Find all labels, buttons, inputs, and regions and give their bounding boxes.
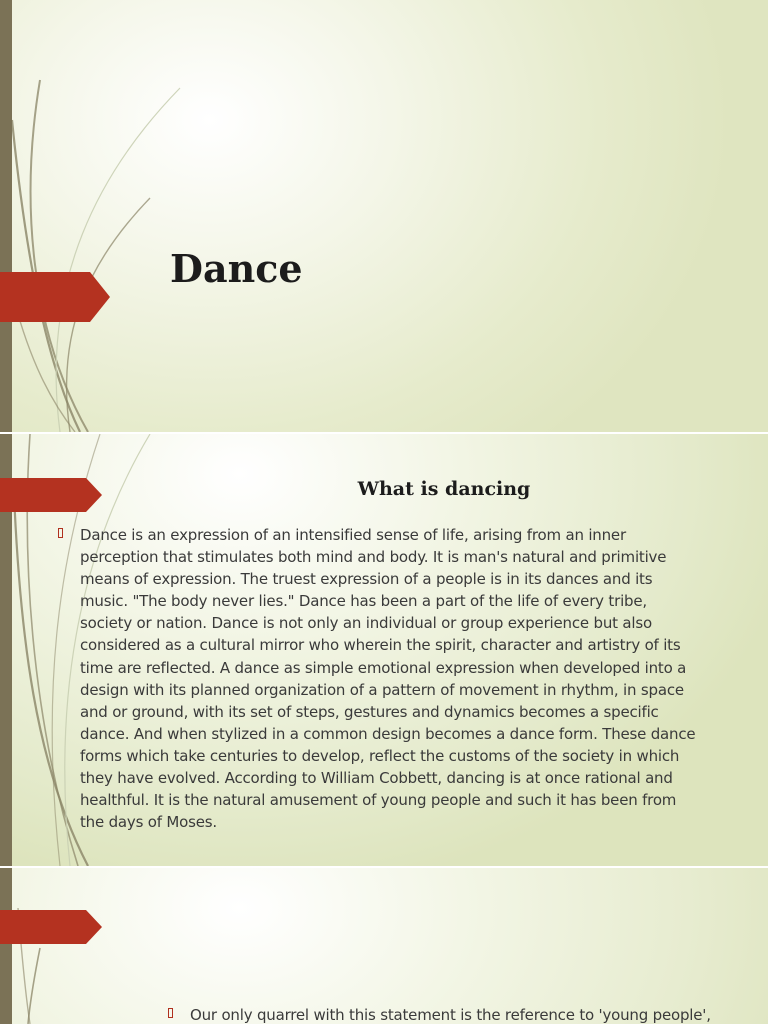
left-accent-bar — [0, 868, 12, 1024]
slide-title — [0, 0, 768, 432]
bullet-item — [168, 1004, 768, 1024]
decorative-curves — [0, 868, 200, 1024]
red-arrow-tab — [0, 272, 112, 322]
red-arrow-tab — [0, 910, 104, 944]
slide-title-text: Dance — [170, 246, 303, 291]
left-accent-bar — [0, 0, 12, 432]
bullet-icon — [58, 528, 63, 538]
slide-heading: What is dancing — [357, 478, 531, 500]
bullet-text: Our only quarrel with this statement is the reference to 'young people', — [190, 1006, 711, 1024]
decorative-curves — [0, 0, 200, 432]
slide-what-is-dancing — [0, 434, 768, 866]
bullet-text: Dance is an expression of an intensified sense of life, arising from an inner perception that stimulates both mind and body. It is man's natural and primitive means of expression. The truest expression of a people is in its dances and its music. "The body never lies." Dance has been a part of the life of every tribe, society or nation. Dance is not only an individual or group experience but also considered as a cultural mirror who wherein the spirit, character and artistry of its time are reflected. A dance as simple emotional expression when developed into a design with its planned organization of a pattern of movement in rhythm, in space and or ground, with its set of steps, gestures and dynamics becomes a specific dance. And when stylized in a common design becomes a dance form. These dance forms which take centuries to develop, reflect the customs of the society in which they have evolved. According to William Cobbett, dancing is at once rational and healthful. It is the natural amusement of young people and such it has been from the days of Moses. — [80, 526, 696, 832]
bullet-icon — [168, 1008, 173, 1018]
bullet-item — [58, 524, 698, 833]
slide-quarrel — [0, 868, 768, 1024]
